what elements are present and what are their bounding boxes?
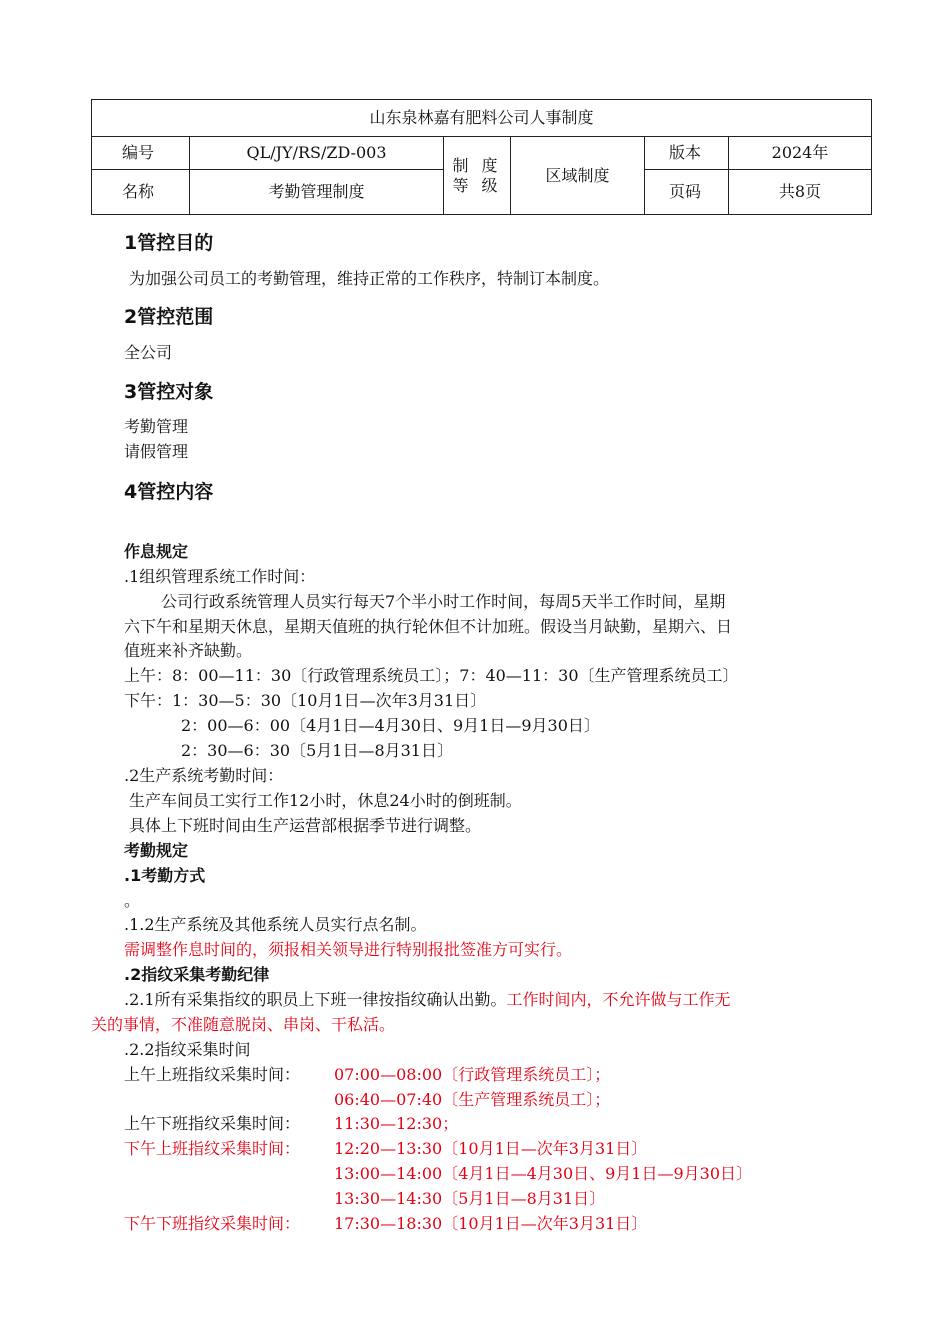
rest-1-afternoon-hours-2: 2：00—6：00〔4月1日—4月30日、9月1日—9月30日〕 xyxy=(181,716,600,735)
rest-1-heading: .1组织管理系统工作时间： xyxy=(124,567,316,586)
rest-2-line-2: 具体上下班时间由生产运营部根据季节进行调整。 xyxy=(129,816,482,835)
level-label-line2: 等 级 xyxy=(452,175,502,195)
attendance-1-2: .1.2生产系统及其他系统人员实行点名制。 xyxy=(124,915,427,934)
level-label xyxy=(444,137,511,215)
section-3-item-1: 考勤管理 xyxy=(124,417,189,436)
section-1-heading: 1管控目的 xyxy=(124,232,214,254)
rest-1-afternoon-hours-3: 2：30—6：30〔5月1日—8月31日〕 xyxy=(181,741,453,760)
am-off-label: 上午下班指纹采集时间： xyxy=(124,1114,301,1133)
rest-2-heading: .2生产系统考勤时间： xyxy=(124,766,284,785)
page-value: 共8页 xyxy=(729,170,872,215)
rest-1-morning-hours: 上午：8：00—11：30〔行政管理系统员工〕；7：40—11：30〔生产管理系统员工〕 xyxy=(124,666,739,685)
version-value: 2024年 xyxy=(729,137,872,170)
pm-on-time-2: 13:00—14:00〔4月1日—4月30日、9月1日—9月30日〕 xyxy=(334,1164,753,1183)
section-2-heading: 2管控范围 xyxy=(124,306,214,328)
code-label: 编号 xyxy=(92,137,190,170)
rest-2-line-1: 生产车间员工实行工作12小时，休息24小时的倒班制。 xyxy=(129,791,522,810)
level-value: 区域制度 xyxy=(511,137,645,215)
code-value: QL/JY/RS/ZD-003 xyxy=(190,137,444,170)
am-on-time-1: 07:00—08:00〔行政管理系统员工〕； xyxy=(334,1065,611,1084)
am-on-label: 上午上班指纹采集时间： xyxy=(124,1065,301,1084)
rest-1-afternoon-hours-1: 下午：1：30—5：30〔10月1日—次年3月31日〕 xyxy=(124,691,487,710)
attendance-2-heading: .2指纹采集考勤纪律 xyxy=(124,965,270,984)
am-on-time-2: 06:40—07:40〔生产管理系统员工〕； xyxy=(334,1090,611,1109)
level-label-line1: 制 度 xyxy=(452,155,502,175)
attendance-2-2-heading: .2.2指纹采集时间 xyxy=(124,1040,251,1059)
section-3-heading: 3管控对象 xyxy=(124,381,214,403)
pm-off-time-1: 17:30—18:30〔10月1日—次年3月31日〕 xyxy=(334,1214,648,1233)
attendance-1-dot: 。 xyxy=(124,891,141,910)
section-3-item-2: 请假管理 xyxy=(124,442,189,461)
pm-on-time-3: 13:30—14:30〔5月1日—8月31日〕 xyxy=(334,1189,606,1208)
section-1-text: 为加强公司员工的考勤管理，维持正常的工作秩序，特制订本制度。 xyxy=(129,269,610,288)
name-label: 名称 xyxy=(92,170,190,215)
section-2-text: 全公司 xyxy=(124,343,173,362)
attendance-1-heading: .1考勤方式 xyxy=(124,866,206,885)
document-title: 山东泉林嘉有肥料公司人事制度 xyxy=(92,100,872,137)
version-label: 版本 xyxy=(645,137,729,170)
attendance-2-1-text: .2.1所有采集指纹的职员上下班一律按指纹确认出勤。 xyxy=(124,990,507,1009)
attendance-rules-heading: 考勤规定 xyxy=(124,841,189,860)
document-header-table xyxy=(91,99,872,215)
rest-rules-heading: 作息规定 xyxy=(124,542,189,561)
pm-on-time-1: 12:20—13:30〔10月1日—次年3月31日〕 xyxy=(334,1139,648,1158)
pm-off-label: 下午下班指纹采集时间： xyxy=(124,1214,301,1233)
name-value: 考勤管理制度 xyxy=(190,170,444,215)
am-off-time: 11:30—12:30； xyxy=(334,1114,459,1133)
rest-1-paragraph-line-3: 值班来补齐缺勤。 xyxy=(124,641,253,660)
page-label: 页码 xyxy=(645,170,729,215)
rest-1-paragraph-line-1: 公司行政系统管理人员实行每天7个半小时工作时间，每周5天半工作时间，星期 xyxy=(161,592,726,611)
section-4-heading: 4管控内容 xyxy=(124,481,214,503)
attendance-2-1-line-1 xyxy=(124,989,731,1011)
attendance-1-note: 需调整作息时间的，须报相关领导进行特别报批签准方可实行。 xyxy=(124,940,573,959)
pm-on-label: 下午上班指纹采集时间： xyxy=(124,1139,301,1158)
attendance-2-1-warning-b: 关的事情，不准随意脱岗、串岗、干私活。 xyxy=(91,1015,396,1034)
attendance-2-1-warning-a: 工作时间内，不允许做与工作无 xyxy=(506,990,731,1009)
rest-1-paragraph-line-2: 六下午和星期天休息，星期天值班的执行轮休但不计加班。假设当月缺勤，星期六、日 xyxy=(124,617,733,636)
